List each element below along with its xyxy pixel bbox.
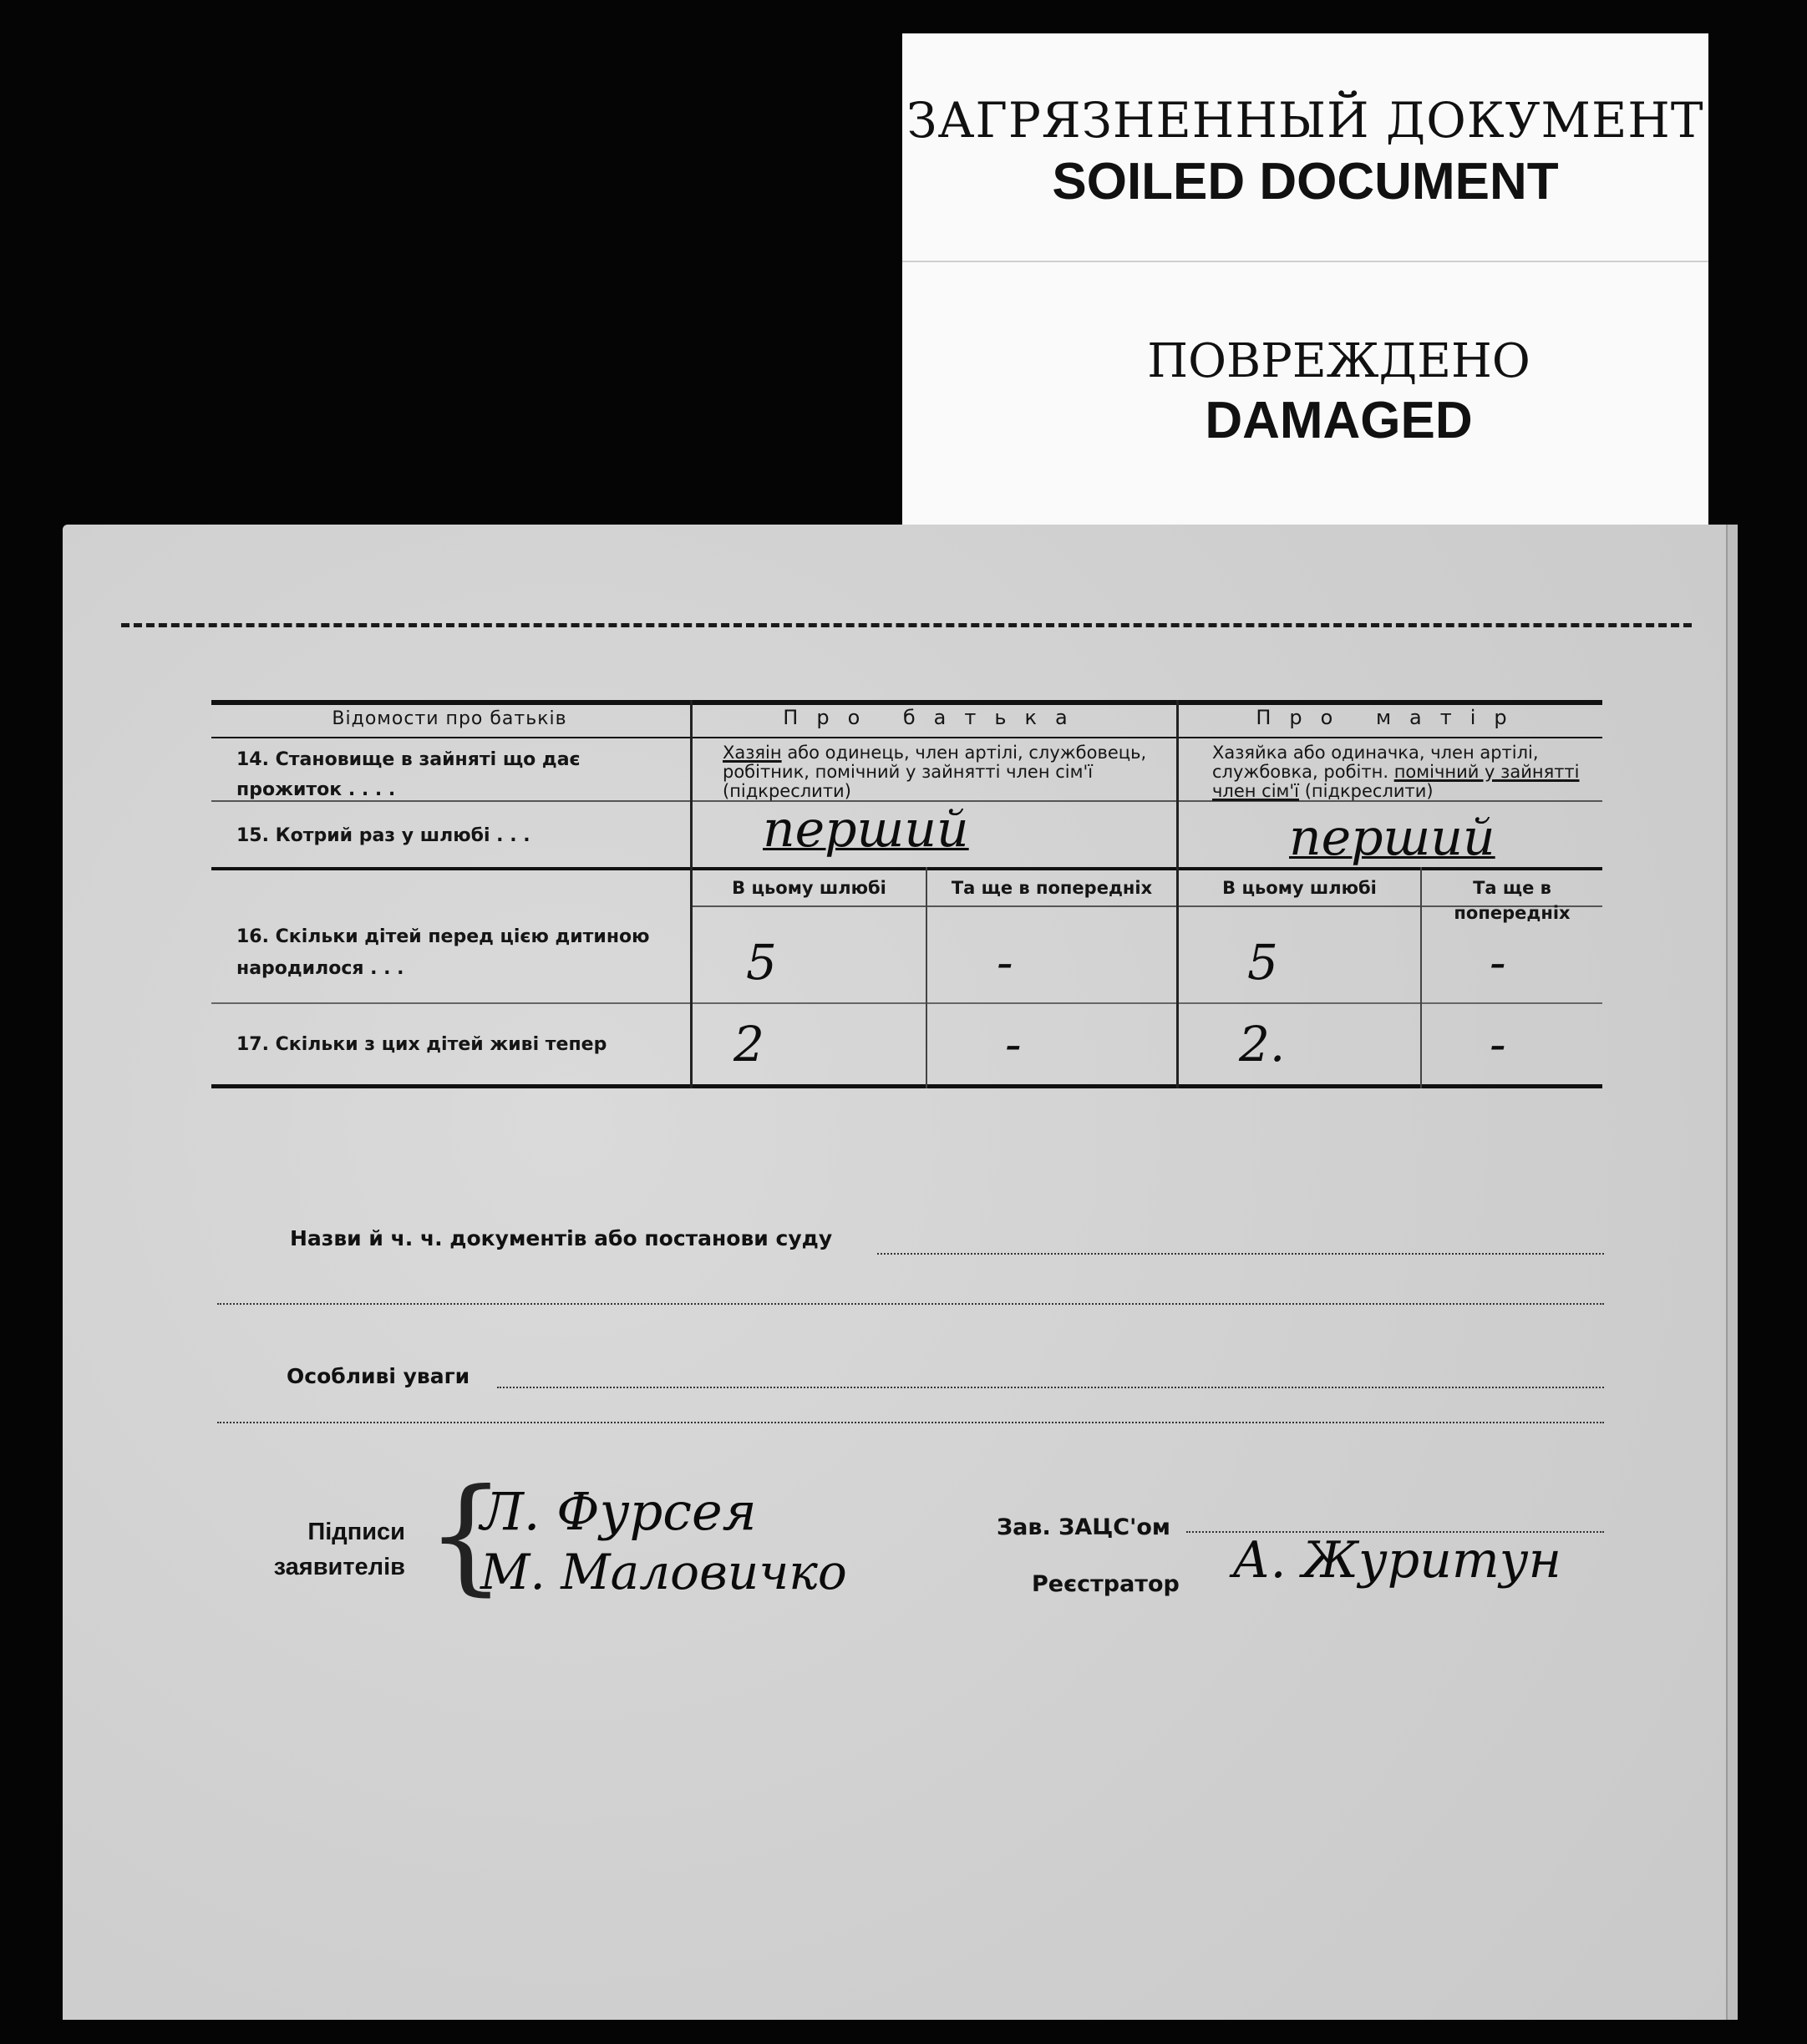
notes-label: Особливі уваги	[287, 1364, 470, 1388]
registrar-label: Реєстратор	[1032, 1571, 1180, 1597]
row14-mother-text2: (підкреслити)	[1304, 781, 1434, 801]
card-edge	[1726, 525, 1738, 2020]
applicants-signatures-label	[255, 1514, 405, 1585]
header-about-father: Про батька	[783, 706, 1086, 729]
row17-father-this: 2	[733, 1016, 764, 1073]
mother-previous-header: Та ще в попередніх	[1454, 878, 1571, 923]
documents-dotline-2	[217, 1303, 1604, 1305]
header-parents-info: Відомости про батьків	[332, 708, 567, 729]
row14-father-options	[723, 743, 1149, 801]
row14-mother-text1: Хазяйка або одиначка, член артілі, службовка, робітн.	[1212, 743, 1539, 782]
row16-mother-this: 5	[1247, 934, 1278, 991]
row15-label: 15. Котрий раз у шлюбі . . .	[236, 825, 530, 846]
damaged-notice-en: DAMAGED	[1205, 392, 1473, 449]
row16-father-this: 5	[746, 934, 777, 991]
row14-father-text: або одинець, член артілі, службовець, робітник, помічний у зайнятті член сім'ї (підкреслити)	[723, 743, 1147, 801]
archive-notice-slip	[902, 33, 1708, 526]
perforation-line	[121, 623, 1692, 627]
row17-mother-prev: -	[1490, 1016, 1506, 1073]
row14-label: 14. Становище в зайняті що дає прожиток . . . .	[236, 749, 581, 800]
row14-mother-selected: помічний у зайнятті член сім'ї	[1212, 762, 1580, 801]
record-form-card	[63, 525, 1729, 2020]
head-of-registry-label: Зав. ЗАЦС'ом	[997, 1514, 1170, 1540]
row17-label: 17. Скільки з цих дітей живі тепер	[236, 1034, 607, 1055]
header-rule	[211, 737, 1602, 738]
registrar-signature: А. Журитун	[1232, 1531, 1562, 1590]
applicant-signature-1: Л. Фурсея	[480, 1481, 757, 1542]
row17-father-prev: -	[1005, 1016, 1022, 1073]
row16-label: 16. Скільки дітей перед цією дитиною народилося . . .	[236, 926, 650, 979]
row16-father-prev: -	[997, 934, 1013, 991]
applicants-label-line2: заявителів	[273, 1554, 405, 1580]
father-previous-header: Та ще в попередніх	[951, 878, 1153, 898]
father-this-marriage-header: В цьому шлюбі	[732, 878, 886, 898]
damaged-notice-ru: ПОВРЕЖДЕНО	[1147, 334, 1530, 388]
row15-mother-value: перший	[1289, 809, 1495, 867]
mother-this-marriage-header: В цьому шлюбі	[1222, 878, 1377, 898]
notes-dotline-1	[497, 1368, 1604, 1388]
row14-father-selected: Хазяін	[723, 743, 782, 763]
table-bottom-rule	[211, 1084, 1602, 1088]
row17-mother-this: 2.	[1239, 1016, 1286, 1073]
notes-dotline-2	[217, 1422, 1604, 1423]
slip-fold	[902, 261, 1708, 262]
row15-father-value: перший	[763, 800, 969, 859]
documents-label: Назви й ч. ч. документів або постанови суду	[290, 1226, 833, 1250]
row16-rule	[211, 1002, 1602, 1004]
soiled-notice-en: SOILED DOCUMENT	[1052, 153, 1559, 210]
row14-mother-options	[1212, 743, 1596, 801]
signature-brace: {	[426, 1463, 506, 1608]
soiled-notice-ru: ЗАГРЯЗНЕННЫЙ ДОКУМЕНТ	[906, 92, 1704, 149]
row16-mother-prev: -	[1490, 934, 1506, 991]
documents-dotline-1	[877, 1253, 1604, 1255]
header-about-mother: Про матір	[1256, 706, 1525, 729]
applicants-label-line1: Підписи	[307, 1519, 405, 1545]
row15-rule	[211, 867, 1602, 870]
applicant-signature-2: М. Маловичко	[480, 1544, 847, 1600]
